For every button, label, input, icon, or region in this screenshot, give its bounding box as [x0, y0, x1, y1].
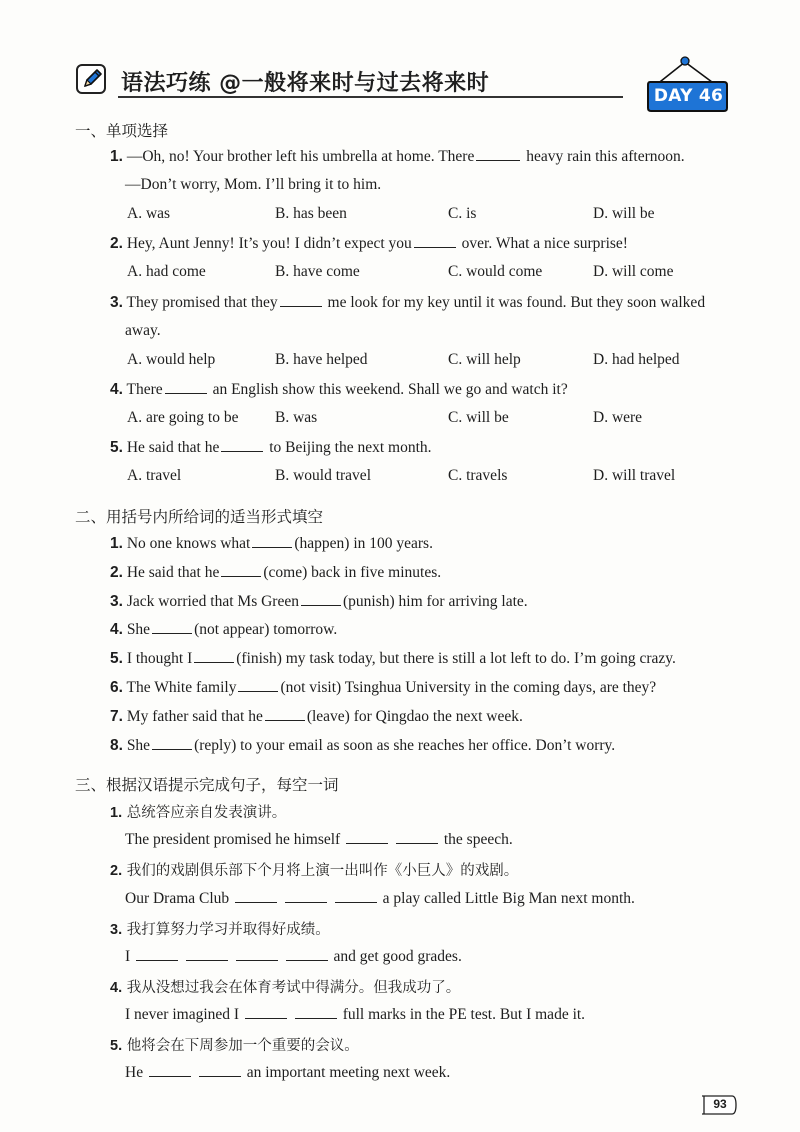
- question-text: (come) back in five minutes.: [263, 564, 442, 581]
- question-text: (not appear) tomorrow.: [194, 621, 338, 638]
- question-text: (happen) in 100 years.: [294, 535, 433, 552]
- answer-blank[interactable]: [221, 438, 263, 452]
- fill-question-5: [110, 649, 676, 668]
- fill-question-6: [110, 678, 656, 697]
- answer-blank[interactable]: [152, 736, 192, 750]
- answer-blank[interactable]: [280, 293, 322, 307]
- question-number: 2.: [110, 235, 123, 252]
- answer-blank[interactable]: [186, 947, 228, 961]
- page-title: 语法巧练 @一般将来时与过去将来时: [121, 71, 490, 96]
- question-text: (finish) my task today, but there is still a lot left to do. I’m going crazy.: [236, 650, 676, 667]
- fill-question-4: [110, 620, 337, 639]
- sentence-start: I never imagined I: [125, 1006, 240, 1023]
- option-c[interactable]: C. will help: [448, 351, 521, 368]
- question-text: I thought I: [126, 650, 193, 667]
- question-number: 2.: [110, 863, 123, 879]
- sentence-start: The president promised he himself: [125, 831, 341, 848]
- question-text: (not visit) Tsinghua University in the coming days, are they?: [280, 679, 657, 696]
- answer-blank[interactable]: [199, 1063, 241, 1077]
- sentence-start: He: [125, 1064, 144, 1081]
- question-number: 1.: [110, 535, 123, 552]
- question-number: 6.: [110, 679, 123, 696]
- question-text: —Oh, no! Your brother left his umbrella at home. There: [126, 148, 475, 165]
- translate-prompt-4: [110, 976, 460, 997]
- mc-question-1-reply: —Don’t worry, Mom. I’ll bring it to him.: [125, 176, 382, 193]
- answer-blank[interactable]: [149, 1063, 191, 1077]
- option-d[interactable]: D. had helped: [593, 351, 680, 368]
- title-underline: [118, 96, 623, 98]
- answer-blank[interactable]: [285, 889, 327, 903]
- question-number: 1.: [110, 805, 123, 821]
- chinese-prompt: 我们的戏剧俱乐部下个月将上演一出叫作《小巨人》的戏剧。: [126, 863, 519, 879]
- question-number: 4.: [110, 621, 123, 638]
- translate-prompt-3: [110, 918, 330, 939]
- section-heading-multiple-choice: 一、单项选择: [75, 122, 169, 140]
- translate-prompt-5: [110, 1034, 359, 1055]
- mc-question-1: [110, 147, 685, 166]
- question-text: He said that he: [126, 439, 220, 456]
- answer-blank[interactable]: [346, 830, 388, 844]
- question-number: 7.: [110, 708, 123, 725]
- question-text: to Beijing the next month.: [265, 439, 432, 456]
- question-number: 1.: [110, 148, 123, 165]
- translate-answer-2: [125, 889, 635, 908]
- pencil-icon: [76, 64, 106, 94]
- option-c[interactable]: C. travels: [448, 467, 508, 484]
- day-badge: [640, 55, 732, 113]
- answer-blank[interactable]: [235, 889, 277, 903]
- question-text: Hey, Aunt Jenny! It’s you! I didn’t expect you: [126, 235, 412, 252]
- sentence-end: and get good grades.: [333, 948, 462, 965]
- fill-question-7: [110, 707, 523, 726]
- question-text: They promised that they: [126, 294, 278, 311]
- question-number: 8.: [110, 737, 123, 754]
- answer-blank[interactable]: [301, 592, 341, 606]
- fill-question-3: [110, 592, 528, 611]
- sentence-end: the speech.: [443, 831, 513, 848]
- question-number: 4.: [110, 381, 123, 398]
- translate-answer-3: [125, 947, 462, 966]
- chinese-prompt: 总统答应亲自发表演讲。: [126, 805, 287, 821]
- question-text: (punish) him for arriving late.: [342, 593, 528, 610]
- mc-question-4: [110, 380, 568, 399]
- translate-answer-5: [125, 1063, 450, 1082]
- question-number: 4.: [110, 980, 123, 996]
- question-text: No one knows what: [126, 535, 251, 552]
- option-a[interactable]: A. are going to be: [127, 409, 239, 426]
- question-text: me look for my key until it was found. But they soon walked: [323, 294, 706, 311]
- answer-blank[interactable]: [136, 947, 178, 961]
- option-d[interactable]: D. will travel: [593, 467, 676, 484]
- question-number: 3.: [110, 922, 123, 938]
- question-text: My father said that he: [126, 708, 263, 725]
- mc-question-3: [110, 293, 705, 312]
- mc-question-3-continued: away.: [125, 322, 161, 339]
- answer-blank[interactable]: [252, 534, 292, 548]
- chinese-prompt: 他将会在下周参加一个重要的会议。: [126, 1038, 359, 1054]
- option-a[interactable]: A. would help: [127, 351, 216, 368]
- option-b[interactable]: B. have come: [275, 263, 360, 280]
- translate-answer-4: [125, 1005, 585, 1024]
- question-number: 5.: [110, 439, 123, 456]
- answer-blank[interactable]: [165, 380, 207, 394]
- question-number: 5.: [110, 1038, 123, 1054]
- fill-question-1: [110, 534, 433, 553]
- question-text: She: [126, 737, 151, 754]
- option-b[interactable]: B. was: [275, 409, 318, 426]
- option-a[interactable]: A. had come: [127, 263, 206, 280]
- option-b[interactable]: B. would travel: [275, 467, 371, 484]
- day-label: DAY 46: [653, 86, 724, 106]
- page-header: [0, 0, 800, 115]
- answer-blank[interactable]: [245, 1005, 287, 1019]
- answer-blank[interactable]: [236, 947, 278, 961]
- option-c[interactable]: C. will be: [448, 409, 509, 426]
- option-b[interactable]: B. has been: [275, 205, 347, 222]
- sentence-end: a play called Little Big Man next month.: [382, 890, 635, 907]
- chinese-prompt: 我从没想过我会在体育考试中得满分。但我成功了。: [126, 980, 461, 996]
- option-d[interactable]: D. will come: [593, 263, 674, 280]
- option-d[interactable]: D. were: [593, 409, 643, 426]
- answer-blank[interactable]: [238, 678, 278, 692]
- answer-blank[interactable]: [152, 620, 192, 634]
- question-text: an English show this weekend. Shall we go and watch it?: [208, 381, 568, 398]
- sentence-end: full marks in the PE test. But I made it.: [342, 1006, 586, 1023]
- option-c[interactable]: C. would come: [448, 263, 543, 280]
- page-number-text: 93: [713, 1097, 727, 1111]
- answer-blank[interactable]: [265, 707, 305, 721]
- option-c[interactable]: C. is: [448, 205, 477, 222]
- answer-blank[interactable]: [396, 830, 438, 844]
- question-number: 3.: [110, 593, 123, 610]
- question-text: (reply) to your email as soon as she reaches her office. Don’t worry.: [194, 737, 616, 754]
- question-text: over. What a nice surprise!: [457, 235, 628, 252]
- question-number: 2.: [110, 564, 123, 581]
- question-text: heavy rain this afternoon.: [522, 148, 685, 165]
- sentence-start: Our Drama Club: [125, 890, 230, 907]
- page-number: [700, 1094, 738, 1116]
- section-heading-fill-in: 二、用括号内所给词的适当形式填空: [75, 508, 324, 526]
- answer-blank[interactable]: [295, 1005, 337, 1019]
- question-text: Jack worried that Ms Green: [126, 593, 299, 610]
- answer-blank[interactable]: [335, 889, 377, 903]
- option-b[interactable]: B. have helped: [275, 351, 368, 368]
- section-heading-translation: 三、根据汉语提示完成句子，每空一词: [75, 776, 339, 794]
- answer-blank[interactable]: [414, 234, 456, 248]
- fill-question-8: [110, 736, 615, 755]
- translate-prompt-2: [110, 859, 518, 880]
- question-number: 5.: [110, 650, 123, 667]
- mc-question-2: [110, 234, 628, 253]
- question-text: (leave) for Qingdao the next week.: [306, 708, 523, 725]
- sentence-start: I: [125, 948, 131, 965]
- question-number: 3.: [110, 294, 123, 311]
- question-text: There: [126, 381, 163, 398]
- fill-question-2: [110, 563, 441, 582]
- question-text: She: [126, 621, 151, 638]
- translate-prompt-1: [110, 801, 286, 822]
- option-a[interactable]: A. travel: [127, 467, 182, 484]
- answer-blank[interactable]: [286, 947, 328, 961]
- answer-blank[interactable]: [194, 649, 234, 663]
- chinese-prompt: 我打算努力学习并取得好成绩。: [126, 922, 330, 938]
- option-a[interactable]: A. was: [127, 205, 171, 222]
- answer-blank[interactable]: [476, 147, 520, 161]
- sentence-end: an important meeting next week.: [246, 1064, 451, 1081]
- answer-blank[interactable]: [221, 563, 261, 577]
- question-text: He said that he: [126, 564, 220, 581]
- option-d[interactable]: D. will be: [593, 205, 655, 222]
- translate-answer-1: [125, 830, 513, 849]
- mc-question-5: [110, 438, 432, 457]
- question-text: The White family: [126, 679, 237, 696]
